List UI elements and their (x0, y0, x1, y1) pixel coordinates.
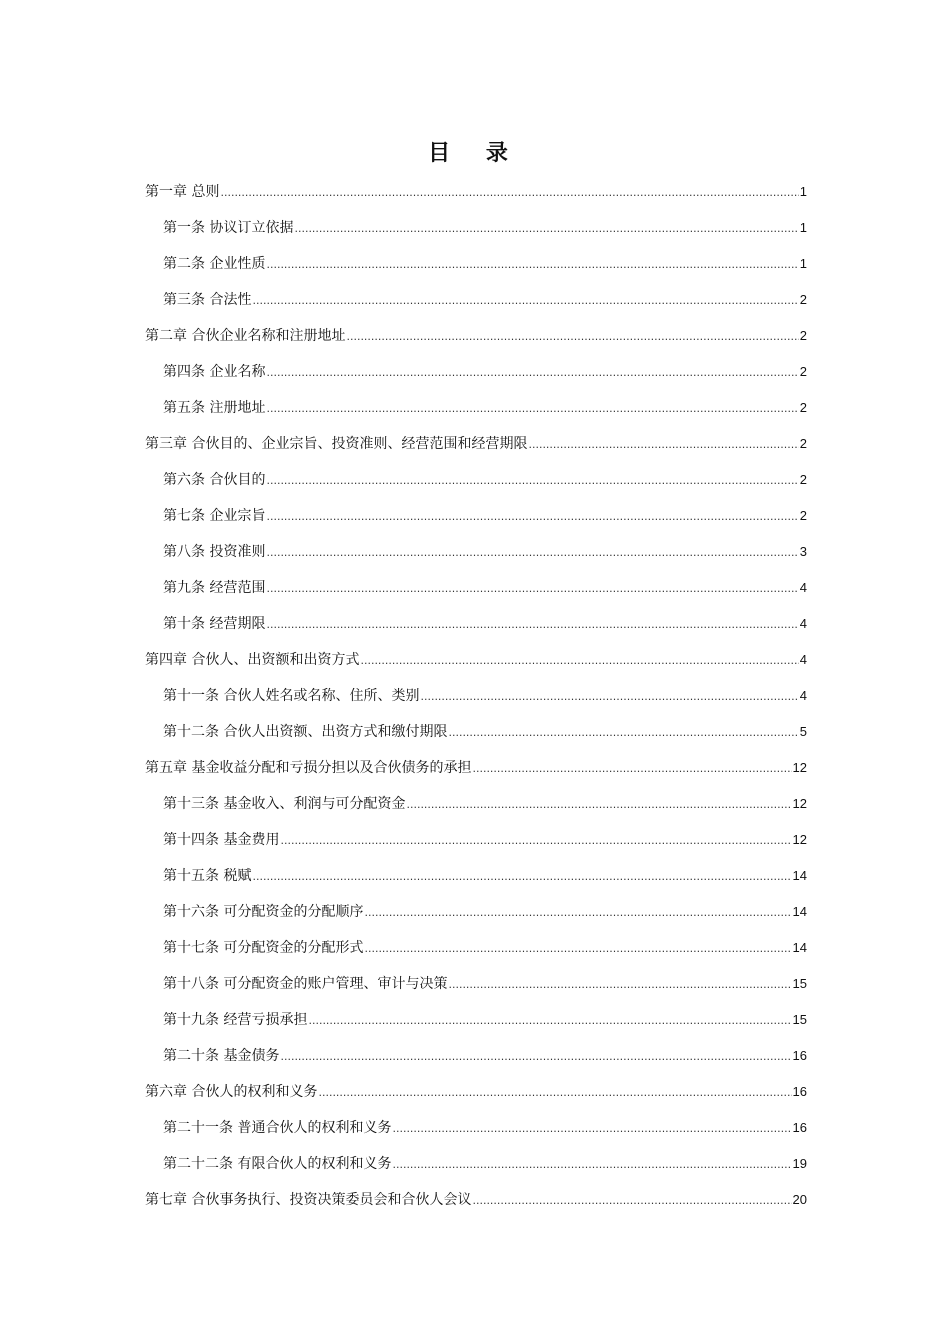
toc-chapter-entry[interactable] (145, 1189, 807, 1225)
dot-leader (252, 870, 791, 883)
toc-chapter-entry[interactable] (145, 649, 807, 685)
dot-leader (308, 1014, 791, 1027)
toc-article-entry[interactable] (145, 721, 807, 757)
toc-entry-label: 第三条 合法性 (163, 292, 252, 308)
dot-leader (266, 366, 798, 379)
dot-leader (266, 402, 798, 415)
toc-page-number: 15 (792, 976, 807, 991)
toc-article-entry[interactable] (145, 397, 807, 433)
toc-title: 目 录 (428, 140, 522, 166)
toc-article-entry[interactable] (145, 1045, 807, 1081)
toc-entry-label: 第二十二条 有限合伙人的权利和义务 (163, 1156, 392, 1172)
toc-article-entry[interactable] (145, 217, 807, 253)
toc-entry-label: 第六章 合伙人的权利和义务 (145, 1084, 318, 1100)
dot-leader (472, 1194, 791, 1207)
toc-entry-label: 第十一条 合伙人姓名或名称、住所、类别 (163, 688, 420, 704)
toc-chapter-entry[interactable] (145, 325, 807, 361)
toc-entry-label: 第八条 投资准则 (163, 544, 266, 560)
toc-entry-label: 第十三条 基金收入、利润与可分配资金 (163, 796, 406, 812)
dot-leader (280, 1050, 791, 1063)
toc-entry-label: 第五章 基金收益分配和亏损分担以及合伙债务的承担 (145, 760, 472, 776)
toc-entry-label: 第一章 总则 (145, 184, 220, 200)
toc-article-entry[interactable] (145, 793, 807, 829)
toc-entry-label: 第十四条 基金费用 (163, 832, 280, 848)
toc-entry-label: 第十条 经营期限 (163, 616, 266, 632)
toc-page-number: 2 (799, 508, 807, 523)
toc-page-number: 5 (799, 724, 807, 739)
toc-entry-label: 第七条 企业宗旨 (163, 508, 266, 524)
dot-leader (346, 330, 798, 343)
toc-entry-label: 第二十一条 普通合伙人的权利和义务 (163, 1120, 392, 1136)
toc-page-number: 3 (799, 544, 807, 559)
toc-page-number: 4 (799, 580, 807, 595)
dot-leader (360, 654, 798, 667)
dot-leader (266, 258, 798, 271)
toc-entry-label: 第四章 合伙人、出资额和出资方式 (145, 652, 360, 668)
toc-page-number: 2 (799, 292, 807, 307)
toc-page-number: 12 (792, 832, 807, 847)
toc-article-entry[interactable] (145, 829, 807, 865)
toc-entry-label: 第十五条 税赋 (163, 868, 252, 884)
table-of-contents (145, 181, 807, 1225)
toc-page-number: 15 (792, 1012, 807, 1027)
dot-leader (266, 474, 798, 487)
dot-leader (392, 1158, 791, 1171)
toc-article-entry[interactable] (145, 541, 807, 577)
toc-entry-label: 第二十条 基金债务 (163, 1048, 280, 1064)
toc-article-entry[interactable] (145, 973, 807, 1009)
toc-chapter-entry[interactable] (145, 433, 807, 469)
toc-article-entry[interactable] (145, 253, 807, 289)
dot-leader (406, 798, 791, 811)
toc-page-number: 1 (799, 220, 807, 235)
dot-leader (266, 618, 798, 631)
dot-leader (266, 582, 798, 595)
toc-entry-label: 第六条 合伙目的 (163, 472, 266, 488)
toc-entry-label: 第十八条 可分配资金的账户管理、审计与决策 (163, 976, 448, 992)
toc-page-number: 14 (792, 868, 807, 883)
toc-entry-label: 第九条 经营范围 (163, 580, 266, 596)
toc-entry-label: 第十九条 经营亏损承担 (163, 1012, 308, 1028)
toc-article-entry[interactable] (145, 1117, 807, 1153)
toc-page-number: 2 (799, 400, 807, 415)
toc-article-entry[interactable] (145, 469, 807, 505)
toc-article-entry[interactable] (145, 901, 807, 937)
toc-page-number: 2 (799, 328, 807, 343)
toc-page-number: 19 (792, 1156, 807, 1171)
toc-article-entry[interactable] (145, 1153, 807, 1189)
toc-article-entry[interactable] (145, 1009, 807, 1045)
toc-page-number: 1 (799, 184, 807, 199)
toc-page-number: 14 (792, 940, 807, 955)
toc-page-number: 14 (792, 904, 807, 919)
dot-leader (448, 726, 798, 739)
toc-page-number: 4 (799, 652, 807, 667)
dot-leader (392, 1122, 791, 1135)
toc-page-number: 16 (792, 1048, 807, 1063)
toc-article-entry[interactable] (145, 613, 807, 649)
dot-leader (220, 186, 798, 199)
toc-entry-label: 第四条 企业名称 (163, 364, 266, 380)
toc-article-entry[interactable] (145, 865, 807, 901)
dot-leader (364, 906, 791, 919)
toc-page-number: 2 (799, 472, 807, 487)
toc-page-number: 4 (799, 616, 807, 631)
dot-leader (266, 510, 798, 523)
toc-page-number: 16 (792, 1120, 807, 1135)
dot-leader (266, 546, 798, 559)
toc-chapter-entry[interactable] (145, 1081, 807, 1117)
toc-page-number: 16 (792, 1084, 807, 1099)
toc-entry-label: 第五条 注册地址 (163, 400, 266, 416)
dot-leader (364, 942, 791, 955)
toc-entry-label: 第一条 协议订立依据 (163, 220, 294, 236)
dot-leader (448, 978, 791, 991)
dot-leader (318, 1086, 791, 1099)
dot-leader (420, 690, 798, 703)
dot-leader (472, 762, 791, 775)
toc-entry-label: 第三章 合伙目的、企业宗旨、投资准则、经营范围和经营期限 (145, 436, 528, 452)
toc-page-number: 4 (799, 688, 807, 703)
dot-leader (252, 294, 798, 307)
toc-page-number: 2 (799, 364, 807, 379)
toc-page-number: 12 (792, 796, 807, 811)
toc-article-entry[interactable] (145, 505, 807, 541)
toc-article-entry[interactable] (145, 361, 807, 397)
toc-entry-label: 第二章 合伙企业名称和注册地址 (145, 328, 346, 344)
toc-entry-label: 第十七条 可分配资金的分配形式 (163, 940, 364, 956)
toc-article-entry[interactable] (145, 289, 807, 325)
toc-article-entry[interactable] (145, 685, 807, 721)
toc-page-number: 1 (799, 256, 807, 271)
toc-chapter-entry[interactable] (145, 757, 807, 793)
toc-chapter-entry[interactable] (145, 181, 807, 217)
toc-entry-label: 第七章 合伙事务执行、投资决策委员会和合伙人会议 (145, 1192, 472, 1208)
dot-leader (280, 834, 791, 847)
toc-article-entry[interactable] (145, 937, 807, 973)
toc-page-number: 12 (792, 760, 807, 775)
toc-entry-label: 第二条 企业性质 (163, 256, 266, 272)
dot-leader (528, 438, 798, 451)
toc-page-number: 2 (799, 436, 807, 451)
toc-article-entry[interactable] (145, 577, 807, 613)
toc-entry-label: 第十二条 合伙人出资额、出资方式和缴付期限 (163, 724, 448, 740)
toc-page-number: 20 (792, 1192, 807, 1207)
toc-entry-label: 第十六条 可分配资金的分配顺序 (163, 904, 364, 920)
dot-leader (294, 222, 798, 235)
